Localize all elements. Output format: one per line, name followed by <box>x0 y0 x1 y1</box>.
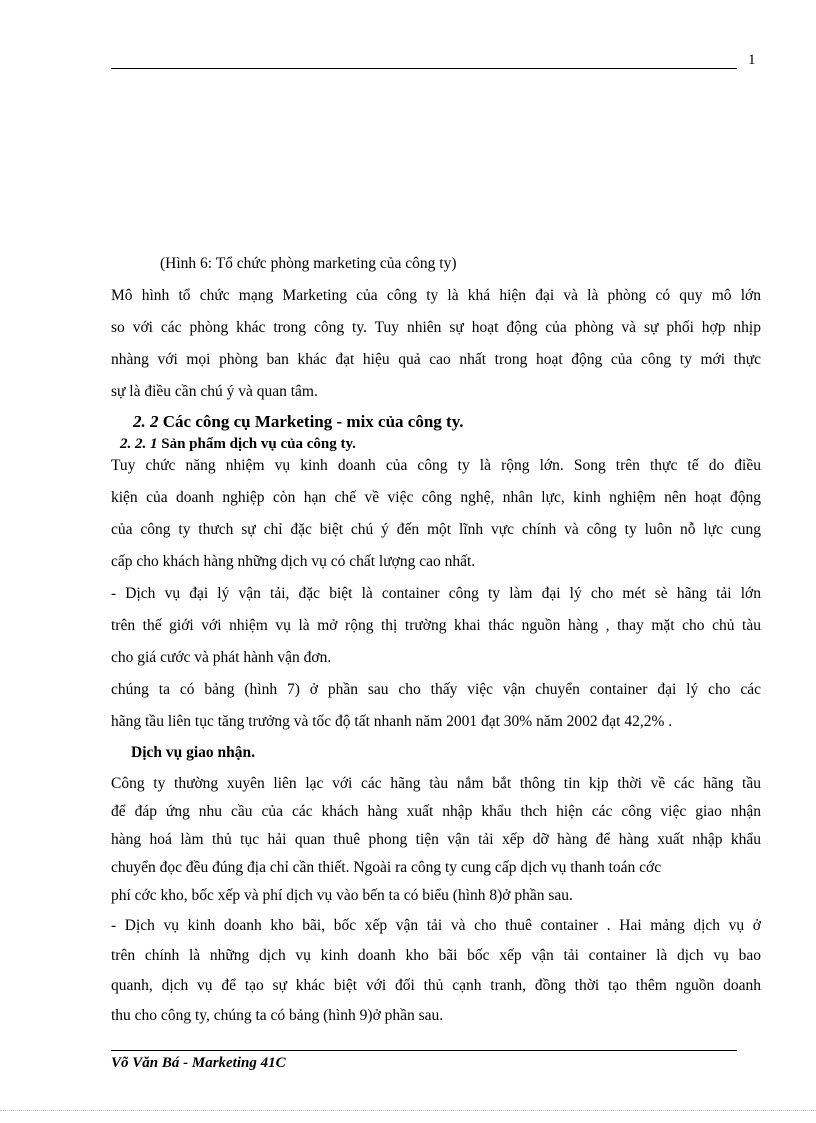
para6-line2: trên chính là những dịch vụ kinh doanh kho bãi bốc xếp vận tải container là dịch vụ bao <box>111 947 761 964</box>
figure-caption: (Hình 6: Tổ chức phòng marketing của công ty) <box>160 255 457 272</box>
page-number: 1 <box>748 52 756 68</box>
subheading-text: Sản phẩm dịch vụ của công ty. <box>157 436 356 452</box>
subheading-number: 2. 2. 1 <box>120 436 158 452</box>
heading-text: Các công cụ Marketing - mix của công ty. <box>158 412 464 431</box>
para6-line3: quanh, dịch vụ để tạo sự khác biệt với đối thủ cạnh tranh, đồng thời tạo thêm nguồn doanh <box>111 977 761 994</box>
para4-line2: hãng tầu liên tục tăng trưởng và tốc độ tất nhanh năm 2001 đạt 30% năm 2002 đạt 42,2% . <box>111 713 673 730</box>
para3-line1: - Dịch vụ đại lý vận tải, đặc biệt là container công ty làm đại lý cho mét sè hãng tải lớn <box>111 585 761 602</box>
para2-line2: kiện của doanh nghiệp còn hạn chế về việc công nghệ, nhân lực, kinh nghiệm nên hoạt động <box>111 489 761 506</box>
para2-line4: cấp cho khách hàng những dịch vụ có chất lượng cao nhất. <box>111 553 476 570</box>
para6-line1: - Dịch vụ kinh doanh kho bãi, bốc xếp vận tải và cho thuê container . Hai mảng dịch vụ ở <box>111 917 761 934</box>
para1-line2: so với các phòng khác trong công ty. Tuy nhiên sự hoạt động của phòng và sự phối hợp nhịp <box>111 319 761 336</box>
para4-line1: chúng ta có bảng (hình 7) ở phần sau cho thấy việc vận chuyển container đại lý cho các <box>111 681 761 698</box>
para1-line1: Mô hình tổ chức mạng Marketing của công ty là khá hiện đại và là phòng có quy mô lớn <box>111 287 761 304</box>
heading-number: 2. 2 <box>133 412 159 431</box>
para2-line1: Tuy chức năng nhiệm vụ kinh doanh của công ty là rộng lớn. Song trên thực tế do điều <box>111 457 761 474</box>
footer-author: Võ Văn Bá - Marketing 41C <box>111 1055 286 1071</box>
para5-line3: hàng hoá làm thủ tục hải quan thuê phong tiện vận tải xếp dỡ hàng để hàng xuất nhập khẩu <box>111 831 761 848</box>
para3-line2: trên thế giới với nhiệm vụ là mở rộng thị trường khai thác nguồn hàng , thay mặt cho chủ tàu <box>111 617 761 634</box>
page-bottom-dotted-line <box>0 1110 816 1111</box>
para5-line1: Công ty thường xuyên liên lạc với các hãng tàu nắm bắt thông tin kịp thời về các hãng tầu <box>111 775 761 792</box>
header-rule <box>111 68 737 69</box>
section-heading-2-2-1 <box>120 435 770 453</box>
para5-line4: chuyển đọc đều đúng địa chỉ cần thiết. Ngoài ra công ty cung cấp dịch vụ thanh toán cớc <box>111 859 662 876</box>
para1-line4: sự là điều cần chú ý và quan tâm. <box>111 383 318 400</box>
para6-line4: thu cho công ty, chúng ta có bảng (hình 9)ở phần sau. <box>111 1007 444 1024</box>
para5-line2: để đáp ứng nhu cầu của các khách hàng xuất nhập khẩu thch hiện các công việc giao nhận <box>111 803 761 820</box>
para3-line3: cho giá cước và phát hành vận đơn. <box>111 649 332 666</box>
para1-line3: nhàng với mọi phòng ban khác đạt hiệu quả cao nhất trong hoạt động của công ty mới thực <box>111 351 761 368</box>
service-heading: Dịch vụ giao nhận. <box>131 744 256 761</box>
para5-line5: phí cớc kho, bốc xếp và phí dịch vụ vào bến ta có biểu (hình 8)ở phần sau. <box>111 887 573 904</box>
para2-line3: của công ty thưch sự chỉ đặc biệt chú ý đến một lĩnh vực chính và công ty luôn nỗ lực cung <box>111 521 761 538</box>
footer-rule <box>111 1050 737 1051</box>
section-heading-2-2 <box>133 413 783 431</box>
